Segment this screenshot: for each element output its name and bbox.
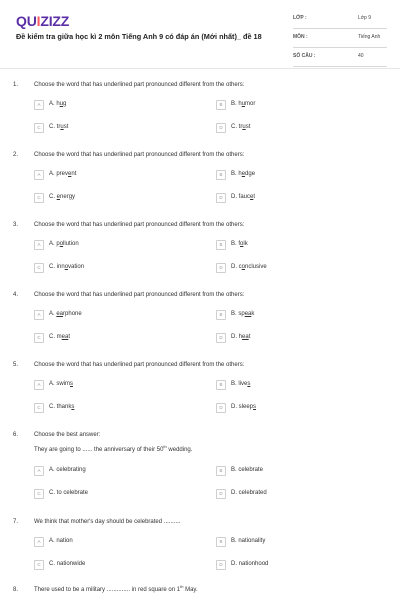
- underlined-part: o: [241, 264, 246, 270]
- option-text: A. prevent: [49, 171, 77, 177]
- option-letter-box[interactable]: C: [34, 333, 44, 343]
- option-text: C. trust: [231, 124, 251, 130]
- underlined-part: o: [240, 241, 244, 247]
- option-text: A. celebrating: [49, 467, 86, 473]
- meta-table: [293, 10, 387, 67]
- answer-option-b[interactable]: [216, 466, 376, 477]
- question-text: Choose the word that has underlined part pronounced different from the others:: [34, 362, 245, 368]
- question-text: There used to be a military .............. in red square on 1th May.: [34, 584, 198, 593]
- meta-row-class: [293, 10, 387, 29]
- question-text: Choose the word that has underlined part pronounced different from the others:: [34, 152, 245, 158]
- answer-option-a[interactable]: [34, 380, 194, 391]
- question-number: 1.: [13, 82, 19, 88]
- option-letter-box[interactable]: B: [216, 310, 226, 320]
- answer-option-c[interactable]: [34, 560, 194, 571]
- option-text: D. celebrated: [231, 490, 267, 496]
- answer-option-c[interactable]: [34, 403, 194, 414]
- question-text: Choose the best answer:: [34, 432, 101, 438]
- option-letter-box[interactable]: B: [216, 380, 226, 390]
- option-letter-box[interactable]: D: [216, 193, 226, 203]
- answer-option-c[interactable]: [34, 193, 194, 204]
- option-text: D. faucet: [231, 194, 256, 200]
- question-text: Choose the word that has underlined part pronounced different from the others:: [34, 82, 245, 88]
- underlined-part: ea: [242, 334, 249, 340]
- answer-option-a[interactable]: [34, 466, 194, 477]
- option-letter-box[interactable]: D: [216, 403, 226, 413]
- answer-option-b[interactable]: [216, 100, 376, 111]
- underlined-part: e: [68, 171, 72, 177]
- question-number: 6.: [13, 432, 19, 438]
- answer-option-d[interactable]: [216, 333, 376, 344]
- answer-option-c[interactable]: [34, 333, 194, 344]
- question-number: 8.: [13, 587, 19, 593]
- answer-option-b[interactable]: [216, 310, 376, 321]
- option-text: C. innovation: [49, 264, 85, 270]
- option-text: C. meat: [49, 334, 71, 340]
- option-text: A. swims: [49, 381, 73, 387]
- option-letter-box[interactable]: A: [34, 380, 44, 390]
- option-text: D. sleeps: [231, 404, 257, 410]
- option-text: B. lives: [231, 381, 251, 387]
- option-letter-box[interactable]: C: [34, 489, 44, 499]
- option-text: C. to celebrate: [49, 490, 89, 496]
- superscript: th: [163, 444, 167, 449]
- option-letter-box[interactable]: D: [216, 489, 226, 499]
- meta-value: Lớp 9: [358, 15, 372, 21]
- option-letter-box[interactable]: A: [34, 310, 44, 320]
- meta-label: SỐ CÂU :: [293, 53, 316, 59]
- option-text: B. nationality: [231, 538, 266, 544]
- superscript: th: [180, 584, 184, 589]
- question-number: 7.: [13, 519, 19, 525]
- page-header: [0, 0, 400, 70]
- option-text: A. nation: [49, 538, 73, 544]
- option-text: B. folk: [231, 241, 248, 247]
- quizizz-logo: QUIZIZZ: [16, 13, 70, 29]
- option-text: B. celebrate: [231, 467, 264, 473]
- underlined-part: e: [241, 171, 246, 177]
- option-letter-box[interactable]: B: [216, 100, 226, 110]
- answer-option-c[interactable]: [34, 489, 194, 500]
- option-letter-box[interactable]: A: [34, 537, 44, 547]
- meta-value: Tiếng Anh: [358, 34, 381, 40]
- option-text: C. thanks: [49, 404, 75, 410]
- option-text: D. nationhood: [231, 561, 269, 567]
- answer-option-a[interactable]: [34, 170, 194, 181]
- question-number: 4.: [13, 292, 19, 298]
- option-text: C. nationwide: [49, 561, 86, 567]
- option-letter-box[interactable]: A: [34, 170, 44, 180]
- underlined-part: ea: [56, 311, 64, 317]
- option-text: B. humor: [231, 101, 256, 107]
- question-text: We think that mother's day should be celebrated ..........: [34, 519, 181, 525]
- answer-option-b[interactable]: [216, 537, 376, 548]
- question-number: 3.: [13, 222, 19, 228]
- meta-label: LỚP :: [293, 15, 307, 21]
- option-text: B. hedge: [231, 171, 256, 177]
- answer-option-c[interactable]: [34, 123, 194, 134]
- answer-option-d[interactable]: [216, 193, 376, 204]
- answer-option-b[interactable]: [216, 380, 376, 391]
- option-letter-box[interactable]: A: [34, 100, 44, 110]
- underlined-part: e: [56, 194, 61, 200]
- meta-value: 40: [358, 53, 364, 59]
- option-letter-box[interactable]: C: [34, 263, 44, 273]
- option-letter-box[interactable]: B: [216, 170, 226, 180]
- answer-option-a[interactable]: [34, 240, 194, 251]
- underlined-part: u: [60, 124, 64, 130]
- underlined-part: s: [247, 381, 251, 387]
- underlined-part: u: [59, 101, 64, 107]
- underlined-part: u: [242, 124, 246, 130]
- option-text: A. earphone: [49, 311, 82, 317]
- option-text: D. conclusive: [231, 264, 267, 270]
- underlined-part: e: [250, 194, 254, 200]
- underlined-part: ea: [61, 334, 69, 340]
- underlined-part: o: [59, 241, 64, 247]
- option-letter-box[interactable]: D: [216, 560, 226, 570]
- option-letter-box[interactable]: A: [34, 466, 44, 476]
- question-number: 2.: [13, 152, 19, 158]
- question-number: 5.: [13, 362, 19, 368]
- answer-option-b[interactable]: [216, 240, 376, 251]
- answer-option-d[interactable]: [216, 263, 376, 274]
- option-letter-box[interactable]: C: [34, 403, 44, 413]
- answer-option-b[interactable]: [216, 170, 376, 181]
- option-text: A. hug: [49, 101, 67, 107]
- underlined-part: o: [64, 264, 69, 270]
- option-text: C. trust: [49, 124, 69, 130]
- document-title: Đề kiểm tra giữa học kì 2 môn Tiếng Anh 9 có đáp án (Mới nhất)_ đề 18: [16, 32, 262, 41]
- answer-option-d[interactable]: [216, 560, 376, 571]
- meta-row-count: [293, 48, 387, 67]
- underlined-part: s: [253, 404, 257, 410]
- option-letter-box[interactable]: D: [216, 333, 226, 343]
- answer-option-d[interactable]: [216, 123, 376, 134]
- option-letter-box[interactable]: D: [216, 123, 226, 133]
- option-letter-box[interactable]: C: [34, 193, 44, 203]
- option-letter-box[interactable]: B: [216, 537, 226, 547]
- meta-row-subject: [293, 29, 387, 48]
- option-text: A. pollution: [49, 241, 79, 247]
- option-letter-box[interactable]: B: [216, 466, 226, 476]
- option-letter-box[interactable]: C: [34, 560, 44, 570]
- answer-option-a[interactable]: [34, 537, 194, 548]
- header-divider: [0, 68, 400, 69]
- option-text: D. heat: [231, 334, 251, 340]
- option-letter-box[interactable]: A: [34, 240, 44, 250]
- question-text: Choose the word that has underlined part pronounced different from the others:: [34, 222, 245, 228]
- underlined-part: ea: [244, 311, 252, 317]
- meta-label: MÔN :: [293, 34, 308, 40]
- answer-option-a[interactable]: [34, 310, 194, 321]
- question-text: Choose the word that has underlined part pronounced different from the others:: [34, 292, 245, 298]
- question-sentence: They are going to ...... the anniversary of their 50th wedding.: [34, 444, 193, 453]
- option-text: B. speak: [231, 311, 255, 317]
- answer-option-a[interactable]: [34, 100, 194, 111]
- answer-option-d[interactable]: [216, 403, 376, 414]
- underlined-part: s: [70, 381, 73, 387]
- underlined-part: s: [71, 404, 75, 410]
- answer-option-d[interactable]: [216, 489, 376, 500]
- option-text: C. energy: [49, 194, 76, 200]
- option-letter-box[interactable]: D: [216, 263, 226, 273]
- option-letter-box[interactable]: B: [216, 240, 226, 250]
- underlined-part: u: [241, 101, 246, 107]
- answer-option-c[interactable]: [34, 263, 194, 274]
- option-letter-box[interactable]: C: [34, 123, 44, 133]
